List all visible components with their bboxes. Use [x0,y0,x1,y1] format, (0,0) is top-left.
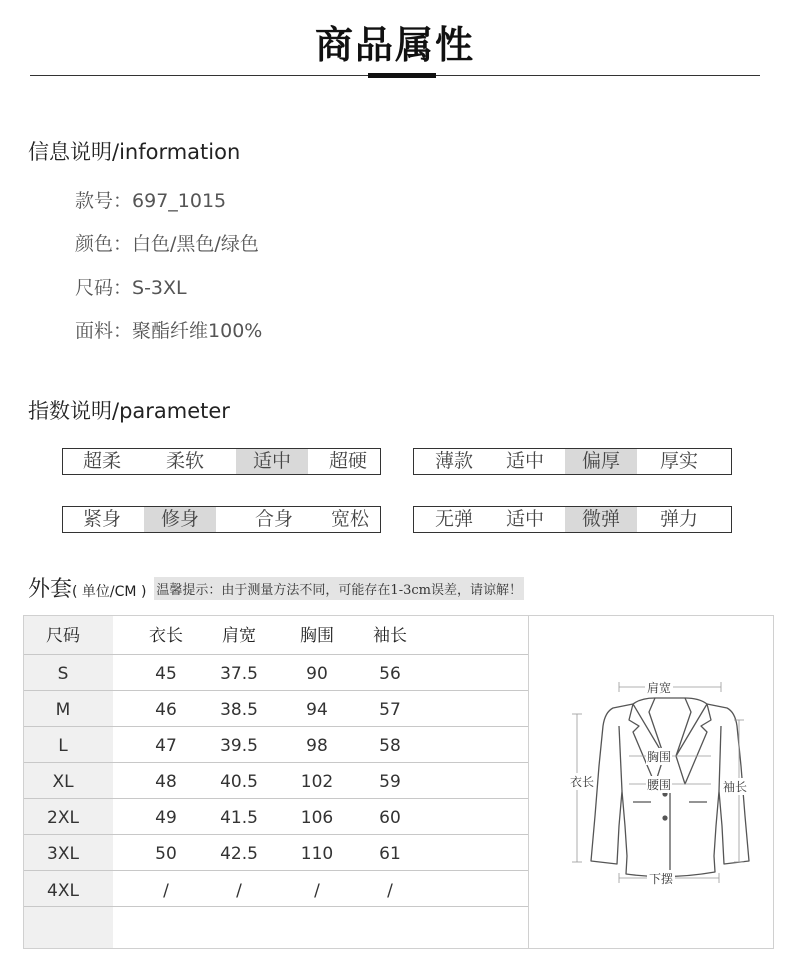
param-group-elasticity [413,506,732,533]
title-accent-bar [368,73,436,78]
table-cell: 39.5 [220,736,258,756]
label-chest: 胸围 [647,750,672,764]
param-group-softness [62,448,381,475]
info-value: S-3XL [132,277,187,299]
info-value: 聚酯纤维100% [132,320,263,342]
param-option: 紧身 [82,508,121,530]
label-sleeve: 袖长 [723,780,748,794]
table-cell: 57 [379,700,401,720]
table-cell: 56 [379,664,401,684]
table-size-cell: 2XL [47,808,79,828]
info-heading: 信息说明/information [28,140,241,164]
table-cell: / [236,881,242,901]
table-header-cell: 肩宽 [222,626,256,646]
param-group-fit [62,506,381,533]
info-label: 尺码： [75,277,133,299]
size-chart-heading [28,572,524,603]
table-header-cell: 袖长 [373,626,407,646]
table-size-cell: 4XL [47,881,79,901]
table-cell: 58 [379,736,401,756]
table-cell: 106 [300,808,334,828]
param-option-selected: 适中 [236,449,308,474]
table-cell: 59 [379,772,401,792]
table-cell: 38.5 [220,700,258,720]
table-cell: 50 [155,844,177,864]
table-cell: 42.5 [220,844,258,864]
table-cell: 48 [155,772,177,792]
table-size-cell: 3XL [47,844,79,864]
info-value: 697_1015 [132,190,227,212]
table-cell: 60 [379,808,401,828]
table-cell: / [387,881,393,901]
param-option: 宽松 [330,508,369,530]
size-table [23,615,528,949]
table-cell: 45 [155,664,177,684]
table-header-cell: 尺码 [46,626,80,646]
table-cell: 41.5 [220,808,258,828]
param-option: 弹力 [659,508,698,530]
table-cell: 47 [155,736,177,756]
param-option-selected: 修身 [144,507,216,532]
param-option: 适中 [505,450,544,472]
size-chart-title: 外套 [28,577,73,602]
button-mark [662,815,667,820]
label-shoulder: 肩宽 [647,681,672,695]
param-group-thickness [413,448,732,475]
table-size-cell: S [57,664,69,684]
info-label: 款号： [75,190,133,212]
table-cell: 110 [300,844,334,864]
size-chart-tip: 温馨提示：由于测量方法不同，可能存在1-3cm误差，请谅解！ [154,577,524,600]
table-size-cell: L [58,736,68,756]
table-cell: 37.5 [220,664,258,684]
param-option: 超硬 [328,450,367,472]
table-header-cell: 胸围 [300,626,334,646]
size-chart-unit: ( 单位/CM ) [72,584,147,600]
param-option-selected: 微弹 [565,507,637,532]
table-cell: 61 [379,844,401,864]
table-cell: / [314,881,320,901]
param-option: 超柔 [82,450,121,472]
table-cell: 49 [155,808,177,828]
param-option: 合身 [254,508,293,530]
parameter-heading: 指数说明/parameter [28,399,230,423]
param-option-selected: 偏厚 [565,449,637,474]
label-hem: 下摆 [649,872,674,886]
info-value: 白色/黑色/绿色 [132,233,259,255]
info-label: 面料： [75,320,133,342]
param-option: 薄款 [434,450,473,472]
table-cell: 90 [306,664,328,684]
table-cell: 98 [306,736,328,756]
table-cell: 94 [306,700,328,720]
info-row-color [75,229,259,256]
info-row-size [75,273,187,300]
table-size-cell: M [55,700,71,720]
info-row-style [75,186,226,213]
label-length: 衣长 [570,775,595,789]
param-option: 无弹 [434,508,473,530]
info-label: 颜色： [75,233,133,255]
table-header-cell: 衣长 [149,626,183,646]
info-row-fabric [75,316,262,343]
param-option: 柔软 [165,450,204,472]
page-title: 商品属性 [314,23,475,67]
param-option: 厚实 [659,450,698,472]
table-row-divider [24,654,529,655]
table-size-cell: XL [52,772,74,792]
table-cell: 46 [155,700,177,720]
table-cell: 102 [300,772,334,792]
label-waist: 腰围 [647,778,672,792]
garment-diagram [528,615,774,949]
param-option: 适中 [505,508,544,530]
table-cell: 40.5 [220,772,258,792]
table-cell: / [163,881,169,901]
